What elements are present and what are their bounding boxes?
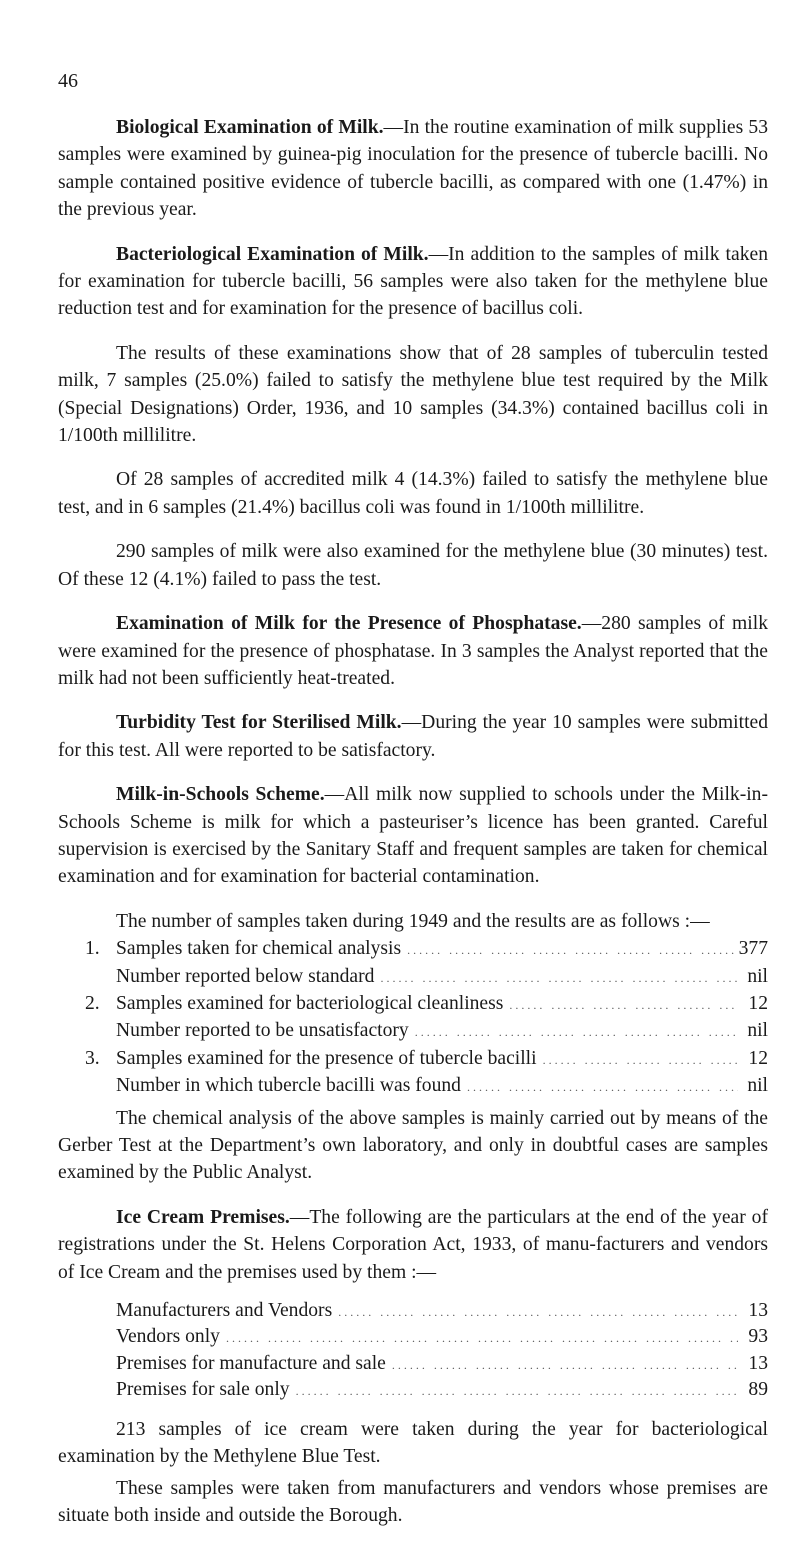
leader-dots <box>537 1047 738 1074</box>
ice-cream-samples-paragraph: 213 samples of ice cream were taken during the year for bacteriological examination by the Methylene Blue Test. <box>58 1418 768 1468</box>
list-item-value: 12 <box>748 1047 768 1069</box>
tuberculin-paragraph: The results of these examinations show that of 28 samples of tuberculin tested milk, 7 samples (25.0%) failed to satisfy the methylene blue test required by the Milk (Special Designations) Order, 1936, and 10 samples (34.3%) contained bacillus coli in 1/100th millilitre. <box>58 342 768 447</box>
list-item <box>58 963 768 990</box>
leader-dots <box>332 1299 738 1326</box>
list-item-value: 377 <box>738 938 768 960</box>
page-body <box>58 114 768 1547</box>
turbidity-paragraph <box>58 709 768 764</box>
bacteriological-heading: Bacteriological Examination of Milk. <box>116 243 429 265</box>
schools-text: —All milk now supplied to schools under the Milk-in-Schools Scheme is milk for which a pasteuriser’s licence has been granted. Careful supervision is exercised by the Sanitary Staff and frequent samples are taken for chemical examination and for examination for bacterial contamination. <box>58 784 768 888</box>
list-item-value: 12 <box>748 992 768 1014</box>
ice-cream-list <box>58 1297 768 1403</box>
chemical-analysis-paragraph: The chemical analysis of the above samples is mainly carried out by means of the Gerber Test at the Department’s own laboratory, and only in doubtful cases are samples examined by the Public Analyst. <box>58 1107 768 1184</box>
ice-cream-heading: Ice Cream Premises. <box>116 1206 290 1228</box>
phosphatase-paragraph <box>58 610 768 692</box>
ice-cream-paragraph <box>58 1204 768 1286</box>
turbidity-text: —During the year 10 samples were submitted for this test. All were reported to be satisfactory. <box>58 712 769 761</box>
bacteriological-text: —In addition to the samples of milk taken for examination for tubercle bacilli, 56 samples were also taken for the methylene blue reduction test and for examination for the presence of bacillus coli. <box>58 243 768 320</box>
list-item-label: Premises for manufacture and sale <box>116 1352 386 1374</box>
accredited-paragraph: Of 28 samples of accredited milk 4 (14.3%) failed to satisfy the methylene blue test, and in 6 samples (21.4%) bacillus coli was found in 1/100th millilitre. <box>58 469 768 518</box>
biological-paragraph <box>58 114 768 224</box>
schools-paragraph <box>58 781 768 891</box>
list-item <box>58 1072 768 1099</box>
list-item-label: Vendors only <box>116 1326 220 1348</box>
list-item-label: Manufacturers and Vendors <box>116 1299 333 1321</box>
biological-text: —In the routine examination of milk supplies 53 samples were examined by guinea-pig inoculation for the presence of tubercle bacilli. No sample contained positive evidence of tubercle bacilli, as compared with one (1.47%) in the previous year. <box>58 117 768 221</box>
list-item <box>58 1350 768 1377</box>
list-item <box>58 1045 768 1072</box>
list-item <box>58 1376 768 1403</box>
list-item-value: nil <box>747 1075 768 1097</box>
leader-dots <box>386 1352 738 1379</box>
sample-list <box>58 935 768 1099</box>
list-item <box>58 1017 768 1044</box>
samples-intro-paragraph: The number of samples taken during 1949 and the results are as follows :— <box>116 910 710 932</box>
list-item-number: 3. <box>85 1047 100 1069</box>
list-item-label: Samples taken for chemical analysis <box>116 938 402 960</box>
phosphatase-heading: Examination of Milk for the Presence of Phosphatase. <box>116 613 582 635</box>
bacteriological-paragraph <box>58 241 768 323</box>
phosphatase-text: —280 samples of milk were examined for the presence of phosphatase. In 3 samples the Analyst reported that the milk had not been sufficiently heat-treated. <box>58 613 768 689</box>
page-number: 46 <box>58 70 78 92</box>
turbidity-heading: Turbidity Test for Sterilised Milk. <box>116 712 402 734</box>
list-item-label: Samples examined for bacteriological cleanliness <box>116 992 504 1014</box>
leader-dots <box>220 1325 738 1352</box>
biological-heading: Biological Examination of Milk. <box>116 117 384 138</box>
list-item <box>58 1323 768 1350</box>
list-item-value: 93 <box>748 1326 768 1348</box>
list-item-label: Samples examined for the presence of tubercle bacilli <box>116 1047 537 1069</box>
leader-dots <box>374 965 738 992</box>
methylene-30min-paragraph: 290 samples of milk were also examined for the methylene blue (30 minutes) test. Of these 12 (4.1%) failed to pass the test. <box>58 541 768 590</box>
list-item-value: nil <box>747 1020 768 1042</box>
list-item <box>58 1297 768 1324</box>
list-item <box>58 935 768 962</box>
list-item-label: Number reported to be unsatisfactory <box>116 1020 409 1042</box>
leader-dots <box>503 992 738 1019</box>
list-item-value: 13 <box>748 1352 768 1374</box>
list-item-value: 89 <box>748 1379 768 1401</box>
list-item-label: Number in which tubercle bacilli was found <box>116 1075 461 1097</box>
list-item-number: 2. <box>85 992 100 1014</box>
list-item-number: 1. <box>85 938 100 960</box>
list-item-label: Premises for sale only <box>116 1379 290 1401</box>
schools-heading: Milk-in-Schools Scheme. <box>116 784 325 806</box>
list-item <box>58 990 768 1017</box>
list-item-value: nil <box>747 965 768 987</box>
premises-paragraph: These samples were taken from manufacturers and vendors whose premises are situate both inside and outside the Borough. <box>58 1477 768 1527</box>
leader-dots <box>409 1019 738 1046</box>
list-item-value: 13 <box>748 1299 768 1321</box>
leader-dots <box>401 937 738 964</box>
ice-cream-text: —The following are the particulars at the end of the year of registrations under the St. Helens Corporation Act, 1933, of manu-facturers and vendors of Ice Cream and the premises used by them :— <box>58 1206 768 1283</box>
list-item-label: Number reported below standard <box>116 965 375 987</box>
leader-dots <box>461 1074 738 1101</box>
